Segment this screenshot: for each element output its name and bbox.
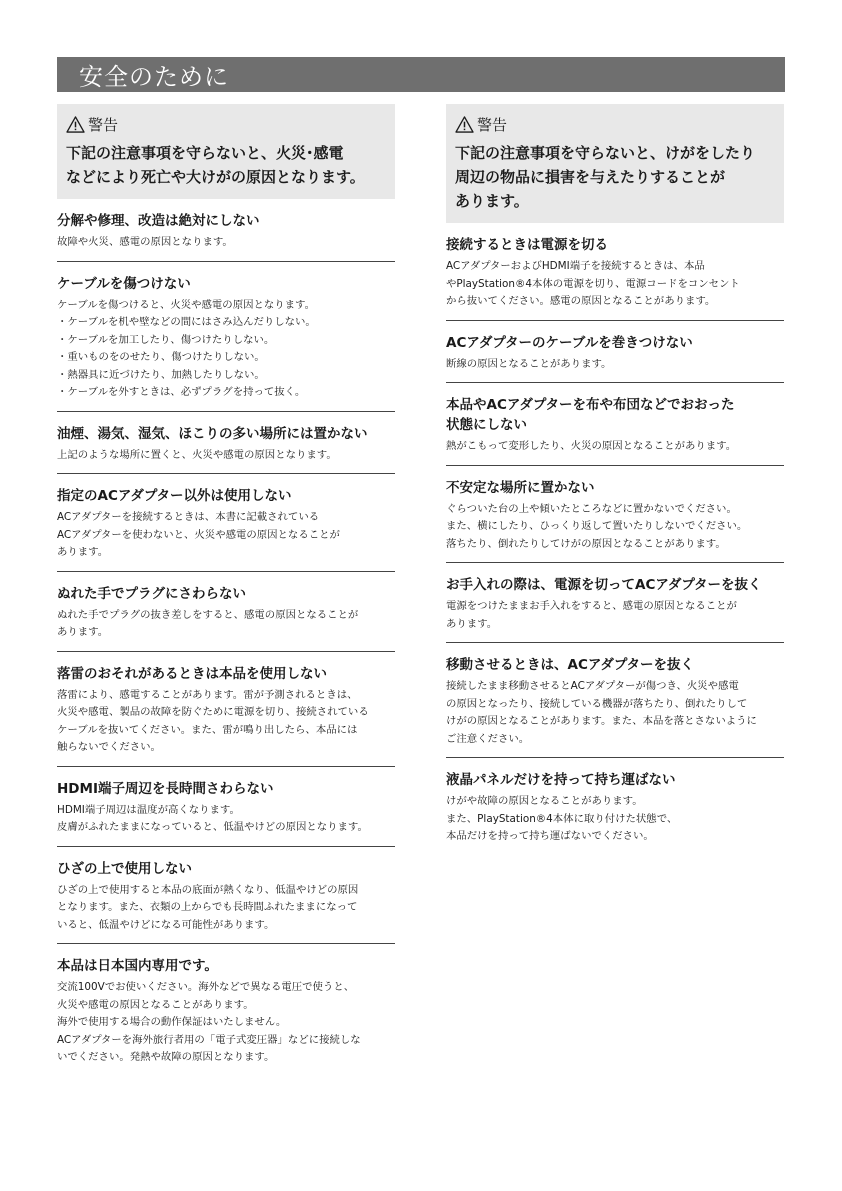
section-cable-damage [57, 262, 395, 412]
section-title: 油煙、湯気、湿気、ほこりの多い場所には置かない [57, 425, 368, 442]
section-body: 故障や火災、感電の原因となります。 [57, 236, 233, 248]
section-body: ケーブルを傷つけると、火災や感電の原因となります。 ・ケーブルを机や壁などの間にはさみ込んだりしない。 ・ケーブルを加工したり、傷つけたりしない。 ・重いものをのせたり、傷つけたりしない。 ・熱器具に近づけたり、加熱したりしない。 ・ケーブルを外すときは、必ずプラグを持って抜く。 [57, 298, 316, 398]
warning-text [66, 141, 386, 189]
section-body: ACアダプターおよびHDMI端子を接続するときは、本品 やPlayStation®4本体の電源を切り、電源コードをコンセント から抜いてください。感電の原因となることがあります。 [446, 260, 740, 307]
warning-line: 周辺の物品に損害を与えたりすることが [455, 168, 726, 186]
section-title: 指定のACアダプター以外は使用しない [57, 488, 292, 504]
section-title: 落雷のおそれがあるときは本品を使用しない [57, 665, 327, 682]
section-title: ACアダプターのケーブルを巻きつけない [446, 334, 693, 351]
section-title: 不安定な場所に置かない [446, 479, 595, 496]
section-title: 接続するときは電源を切る [446, 237, 608, 253]
warning-box-right [446, 104, 784, 223]
section-lightning [57, 652, 395, 767]
section-power-off-connect [446, 223, 784, 321]
page-title: 安全のために [57, 57, 785, 92]
section-title: ひざの上で使用しない [57, 860, 192, 877]
section-unstable-place [446, 466, 784, 564]
section-japan-only [57, 944, 395, 1076]
section-moving [446, 643, 784, 758]
section-title: 液晶パネルだけを持って持ち運ばない [446, 772, 676, 788]
section-body: けがや故障の原因となることがあります。 また、PlayStation®4本体に取り付けた状態で、 本品だけを持って持ち運ばないでください。 [446, 795, 678, 842]
warning-triangle-icon [455, 116, 474, 133]
warning-box-left [57, 104, 395, 199]
section-humid-places [57, 412, 395, 475]
section-body: 落雷により、感電することがあります。雷が予測されるときは、 火災や感電、製品の故障を防ぐために電源を切り、接続されている ケーブルを抜いてください。また、雷が鳴り出したら、本品には 触らないでください。 [57, 688, 369, 753]
section-body: ACアダプターを接続するときは、本書に記載されている ACアダプターを使わないと、火災や感電の原因となることが あります。 [57, 511, 340, 558]
section-title: 分解や修理、改造は絶対にしない [57, 213, 260, 229]
section-body: ぬれた手でプラグの抜き差しをすると、感電の原因となることが あります。 [57, 608, 359, 638]
section-specified-adapter [57, 474, 395, 572]
warning-label: 警告 [477, 116, 508, 134]
section-body: HDMI端子周辺は温度が高くなります。 皮膚がふれたままになっていると、低温やけどの原因となります。 [57, 803, 368, 833]
warning-line: 下記の注意事項を守らないと、火災･感電 [66, 144, 344, 162]
warning-label: 警告 [88, 116, 119, 134]
section-title: お手入れの際は、電源を切ってACアダプターを抜く [446, 577, 762, 593]
warning-text [455, 141, 775, 213]
section-body: 上記のような場所に置くと、火災や感電の原因となります。 [57, 448, 337, 461]
section-body: 熱がこもって変形したり、火災の原因となることがあります。 [446, 440, 737, 452]
section-body: 交流100Vでお使いください。海外などで異なる電圧で使うと、 火災や感電の原因となることがあります。 海外で使用する場合の動作保証はいたしません。 ACアダプターを海外旅行者用の「電子式変圧器」などに接続しな いでください。発熱や故障の原因となります。 [57, 981, 361, 1063]
warning-line: あります。 [455, 192, 529, 210]
section-body: ひざの上で使用すると本品の底面が熱くなり、低温やけどの原因 となります。また、衣類の上からでも長時間ふれたままになって いると、低温やけどになる可能性があります。 [57, 883, 359, 931]
left-column [57, 104, 395, 1076]
section-lcd-carry [446, 758, 784, 855]
section-hdmi-heat [57, 767, 395, 847]
section-body: ぐらついた台の上や傾いたところなどに置かないでください。 また、横にしたり、ひっくり返して置いたりしないでください。 落ちたり、倒れたりしてけがの原因となることがあります。 [446, 502, 748, 550]
warning-header [455, 114, 775, 135]
section-title: 移動させるときは、ACアダプターを抜く [446, 657, 694, 673]
section-cleaning [446, 563, 784, 643]
section-lap-use [57, 847, 395, 945]
section-title: HDMI端子周辺を長時間さわらない [57, 780, 274, 797]
warning-triangle-icon [66, 116, 85, 133]
section-body: 接続したまま移動させるとACアダプターが傷つき、火災や感電 の原因となったり、接続している機器が落ちたり、倒れたりして けがの原因となることがあります。また、本品を落とさないように ご注意ください。 [446, 680, 757, 745]
right-column [446, 104, 784, 855]
section-cover-cloth [446, 383, 784, 466]
section-title: 本品やACアダプターを布や布団などでおおった 状態にしない [446, 397, 735, 433]
section-body: 電源をつけたままお手入れをすると、感電の原因となることが あります。 [446, 600, 737, 630]
section-body: 断線の原因となることがあります。 [446, 357, 612, 370]
section-title: ぬれた手でプラグにさわらない [57, 585, 246, 602]
warning-header [66, 114, 386, 135]
section-title: 本品は日本国内専用です。 [57, 958, 218, 974]
section-title: ケーブルを傷つけない [57, 275, 191, 292]
section-wet-hands [57, 572, 395, 652]
warning-line: などにより死亡や大けがの原因となります。 [66, 168, 365, 186]
section-disassembly [57, 199, 395, 262]
warning-line: 下記の注意事項を守らないと、けがをしたり [455, 144, 756, 162]
section-cable-wrap [446, 321, 784, 384]
